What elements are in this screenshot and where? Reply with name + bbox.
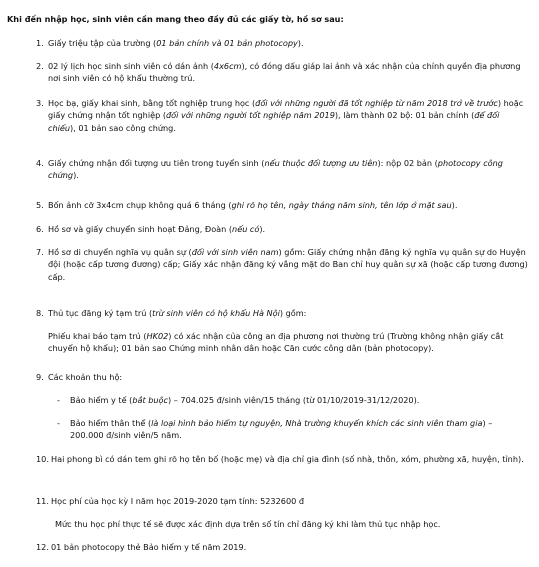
list-item-7	[36, 246, 528, 283]
list-item-1	[36, 37, 528, 49]
list-item-3	[36, 97, 528, 134]
list-item-6	[36, 223, 528, 235]
list-item-11	[36, 495, 528, 507]
list-item-2	[36, 60, 528, 85]
item-text: Giấy triệu tập của trường (01 bản chính và 01 bản photocopy).	[48, 38, 304, 48]
item-number: 10.	[36, 454, 49, 464]
item-number: 11.	[36, 496, 49, 506]
item-9-sub-1: Bảo hiểm y tế (bắt buộc) – 704.025 đ/sinh viên/15 tháng (từ 01/10/2019-31/12/2020).	[70, 395, 420, 405]
item-text: Hai phong bì có dán tem ghi rõ họ tên bố (hoặc mẹ) và địa chỉ gia đình (số nhà, thôn, xóm, phường xã, huyện, tỉnh).	[51, 454, 524, 464]
list-item-9	[36, 371, 528, 383]
item-text: Học bạ, giấy khai sinh, bằng tốt nghiệp trung học (đối với những người đã tốt nghiệp từ năm 2018 trở về trước) hoặc giấy chứng nhận tốt nghiệp (đối với những người tốt nghiệp năm 2019), làm thành 02 bộ: 01 bản chính (để đối chiếu), 01 bản sao công chứng.	[48, 98, 524, 133]
document-heading: Khi đến nhập học, sinh viên cần mang theo đầy đủ các giấy tờ, hồ sơ sau:	[7, 14, 344, 24]
list-item-12	[36, 541, 528, 553]
item-text: Hồ sơ di chuyển nghĩa vụ quân sự (đối với sinh viên nam) gồm: Giấy chứng nhận đăng ký nghĩa vụ quân sự do Huyện đội (hoặc cấp tương đương) cấp; Giấy xác nhận đăng ký vắng mặt do Ban chỉ huy quân sự xã (hoặc cấp tương đương) cấp.	[48, 247, 528, 282]
list-item-8	[36, 307, 528, 319]
item-number: 8.	[36, 308, 44, 318]
item-8-detail-text: Phiếu khai báo tạm trú (HK02) có xác nhận của công an địa phương nơi thường trú (Trường không nhận giấy cắt chuyển hộ khẩu); 01 bản sao Chứng minh nhân dân hoặc Căn cước công dân (bản photocopy).	[48, 331, 504, 354]
item-number: 6.	[36, 224, 44, 234]
list-item-5	[36, 199, 528, 211]
list-item-10	[36, 453, 528, 465]
bullet-dash: -	[57, 418, 60, 428]
item-9-sub-2: Bảo hiểm thân thể (là loại hình bảo hiểm tự nguyện, Nhà trường khuyến khích các sinh viên tham gia) – 200.000 đ/sinh viên/5 năm.	[70, 418, 493, 441]
item-text: Thủ tục đăng ký tạm trú (trừ sinh viên có hộ khẩu Hà Nội) gồm:	[48, 308, 307, 318]
item-text: Học phí của học kỳ I năm học 2019-2020 tạm tính: 5232600 đ	[51, 496, 305, 506]
item-number: 3.	[36, 98, 44, 108]
item-number: 9.	[36, 372, 44, 382]
item-number: 1.	[36, 38, 44, 48]
item-11-note	[55, 518, 537, 530]
item-number: 2.	[36, 61, 44, 71]
item-text: Hồ sơ và giấy chuyển sinh hoạt Đảng, Đoàn (nếu có).	[48, 224, 266, 234]
item-text: Giấy chứng nhận đối tượng ưu tiên trong tuyển sinh (nếu thuộc đối tượng ưu tiên): nộp 02 bản (photocopy công chứng).	[48, 158, 503, 181]
item-text: 01 bản photocopy thẻ Bảo hiểm y tế năm 2019.	[51, 542, 247, 552]
item-number: 12.	[36, 542, 49, 552]
item-number: 7.	[36, 247, 44, 257]
item-number: 4.	[36, 158, 44, 168]
item-text: 02 lý lịch học sinh sinh viên có dán ảnh (4x6cm), có đóng dấu giáp lai ảnh và xác nhận của chính quyền địa phương nơi sinh viên có hộ khẩu thường trú.	[48, 61, 521, 84]
list-item-4	[36, 157, 528, 182]
item-11-note-text: Mức thu học phí thực tế sẽ được xác định dựa trên số tín chỉ đăng ký khi làm thủ tục nhập học.	[55, 519, 441, 529]
item-number: 5.	[36, 200, 44, 210]
item-8-detail	[48, 330, 530, 355]
item-text: Bốn ảnh cỡ 3x4cm chụp không quá 6 tháng (ghi rõ họ tên, ngày tháng năm sinh, tên lớp ở mặt sau).	[48, 200, 458, 210]
item-text: Các khoản thu hộ:	[48, 372, 123, 382]
bullet-dash: -	[57, 395, 60, 405]
